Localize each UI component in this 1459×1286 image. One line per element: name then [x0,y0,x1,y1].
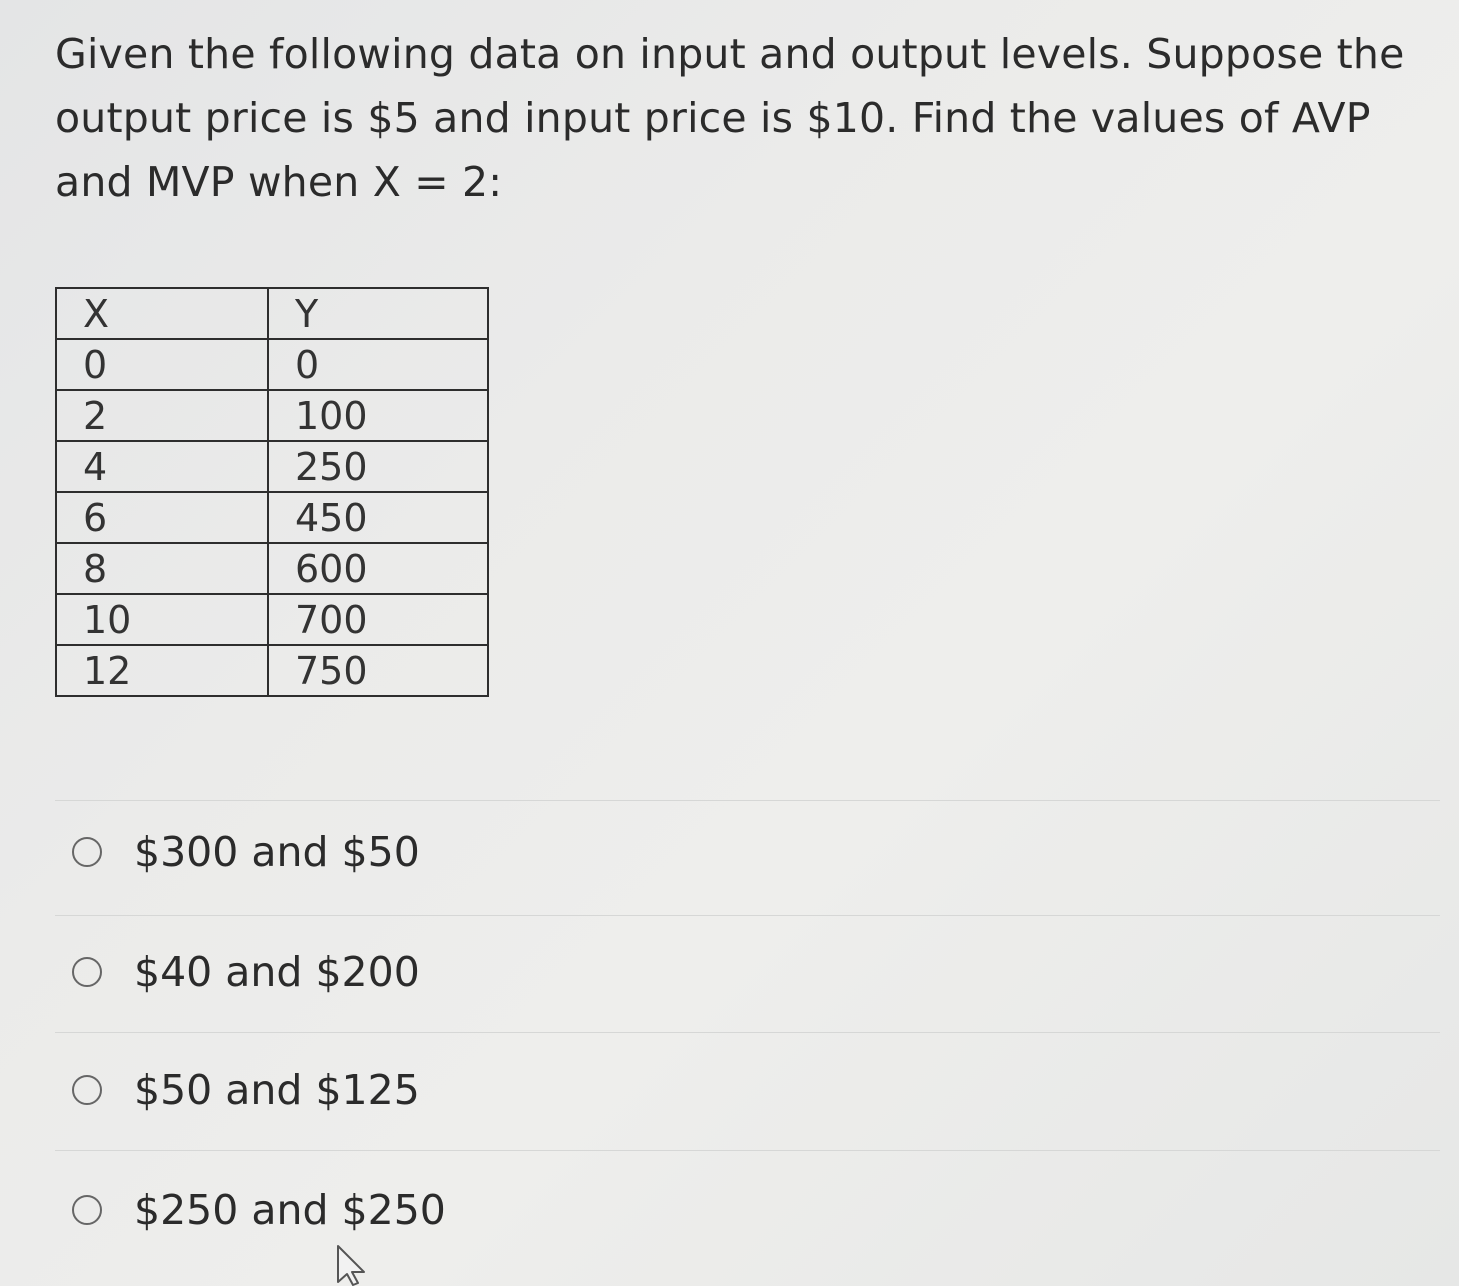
question-text: Given the following data on input and output levels. Suppose the output price is $5 and input price is $10. Find the values of AVP and MVP when X = 2: [55,30,1405,206]
answer-option-label[interactable]: $50 and $125 [134,1066,420,1114]
table-row [56,339,488,390]
column-header-x: X [56,288,268,339]
table-cell-y: 750 [268,645,488,696]
table-row [56,543,488,594]
option-divider [55,1032,1440,1033]
radio-circle-icon[interactable] [72,1075,102,1105]
table-cell-x: 4 [56,441,268,492]
column-header-y: Y [268,288,488,339]
mouse-pointer-icon [336,1244,376,1286]
table-cell-y: 450 [268,492,488,543]
answer-option-1[interactable] [72,827,420,877]
radio-circle-icon[interactable] [72,1195,102,1225]
answer-option-4[interactable] [72,1185,446,1235]
table-row [56,492,488,543]
table-row [56,645,488,696]
answer-option-label[interactable]: $250 and $250 [134,1186,446,1234]
answer-option-label[interactable]: $40 and $200 [134,948,420,996]
table-cell-x: 8 [56,543,268,594]
table-row [56,390,488,441]
option-divider [55,915,1440,916]
table-cell-y: 700 [268,594,488,645]
table-cell-y: 250 [268,441,488,492]
table-cell-x: 6 [56,492,268,543]
table-row [56,441,488,492]
table-header-row [56,288,488,339]
radio-circle-icon[interactable] [72,957,102,987]
answer-option-3[interactable] [72,1065,420,1115]
data-table [55,287,489,697]
option-divider [55,800,1440,801]
table-cell-x: 10 [56,594,268,645]
table-cell-x: 12 [56,645,268,696]
answer-option-label[interactable]: $300 and $50 [134,828,420,876]
answer-option-2[interactable] [72,947,420,997]
table-cell-y: 600 [268,543,488,594]
table-cell-x: 2 [56,390,268,441]
table-cell-y: 0 [268,339,488,390]
table-cell-y: 100 [268,390,488,441]
table-row [56,594,488,645]
option-divider [55,1150,1440,1151]
radio-circle-icon[interactable] [72,837,102,867]
table-cell-x: 0 [56,339,268,390]
